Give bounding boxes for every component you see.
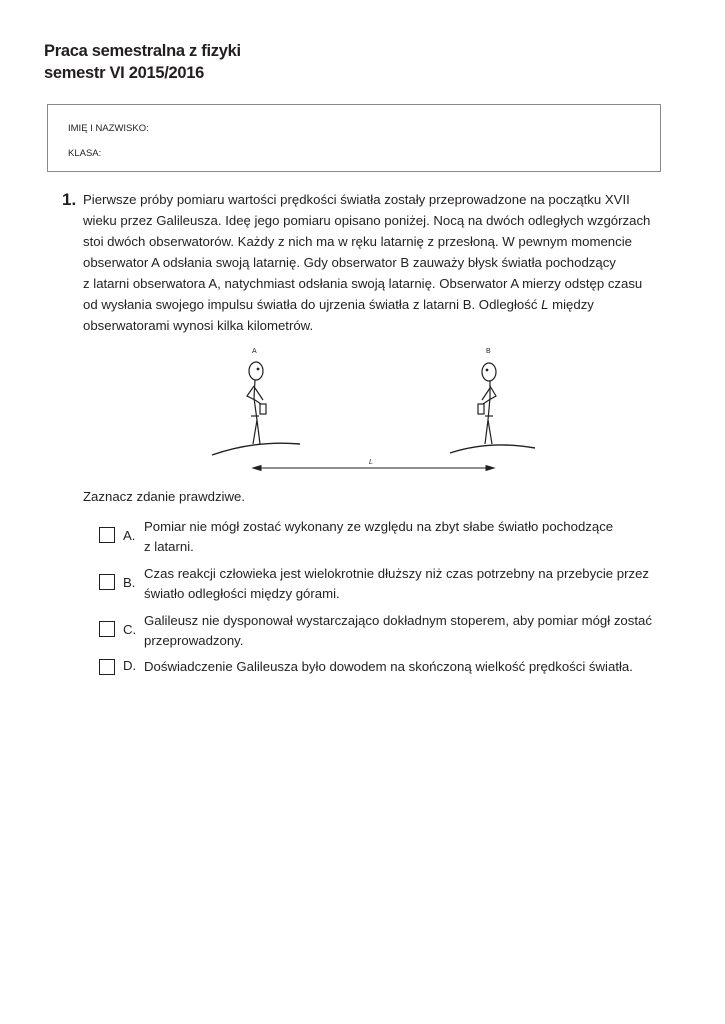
observer-a-figure: [247, 362, 266, 444]
label-distance: L: [369, 459, 373, 466]
option-c-checkbox[interactable]: [99, 621, 115, 637]
question-line: od wysłania swojego impulsu światła do ujrzenia światła z latarni B. Odległość L między: [83, 297, 594, 312]
option-letter: A.: [123, 528, 136, 543]
hill-right: [450, 445, 535, 453]
option-letter: D.: [123, 658, 137, 673]
observer-b-figure: [478, 363, 496, 444]
option-text: [144, 657, 684, 677]
option-letter: C.: [123, 622, 137, 637]
option-text: [144, 611, 684, 651]
question-line: z latarni obserwatora A, natychmiast odsłania swoją latarnię. Obserwator A mierzy odstęp czasu: [83, 276, 643, 291]
instruction-text: Zaznacz zdanie prawdziwe.: [83, 489, 245, 504]
option-line: przeprowadzony.: [144, 633, 244, 648]
option-line: Doświadczenie Galileusza było dowodem na skończoną wielkość prędkości światła.: [144, 659, 633, 674]
option-line: światło odległości między górami.: [144, 586, 340, 601]
hill-left: [212, 443, 300, 455]
student-info-box: [47, 104, 661, 172]
distance-arrow: [253, 466, 494, 471]
question-text: [83, 189, 673, 336]
option-letter: B.: [123, 575, 136, 590]
option-line: Czas reakcji człowieka jest wielokrotnie dłuższy niż czas potrzebny na przebycie przez: [144, 566, 649, 581]
question-line: obserwatorami wynosi kilka kilometrów.: [83, 318, 314, 333]
class-label: KLASA:: [68, 148, 102, 159]
option-b-checkbox[interactable]: [99, 574, 115, 590]
option-text: [144, 564, 684, 604]
option-a-checkbox[interactable]: [99, 527, 115, 543]
option-line: Pomiar nie mógł zostać wykonany ze względu na zbyt słabe światło pochodzące: [144, 519, 614, 534]
observers-figure: [205, 340, 535, 480]
name-label: IMIĘ I NAZWISKO:: [68, 123, 149, 134]
option-line: Galileusz nie dysponował wystarczająco dokładnym stoperem, aby pomiar mógł zostać: [144, 613, 652, 628]
option-d-checkbox[interactable]: [99, 659, 115, 675]
label-b: B: [486, 348, 491, 355]
question-line: Pierwsze próby pomiaru wartości prędkości światła zostały przeprowadzone na początku XVII: [83, 192, 630, 207]
title-line-2: semestr VI 2015/2016: [44, 64, 205, 82]
document-title: [44, 40, 241, 84]
option-text: [144, 517, 684, 557]
label-a: A: [252, 348, 257, 355]
title-line-1: Praca semestralna z fizyki: [44, 42, 241, 60]
question-line: obserwator A odsłania swoją latarnię. Gdy obserwator B zauważy błysk światła pochodzący: [83, 255, 616, 270]
question-line: wieku przez Galileusza. Ideę jego pomiaru opisano poniżej. Nocą na dwóch odległych wzgórzach: [83, 213, 651, 228]
question-number: 1.: [62, 190, 77, 209]
question-line: stoi dwóch obserwatorów. Każdy z nich ma w ręku latarnię z przesłoną. W pewnym momencie: [83, 234, 632, 249]
option-line: z latarni.: [144, 539, 194, 554]
